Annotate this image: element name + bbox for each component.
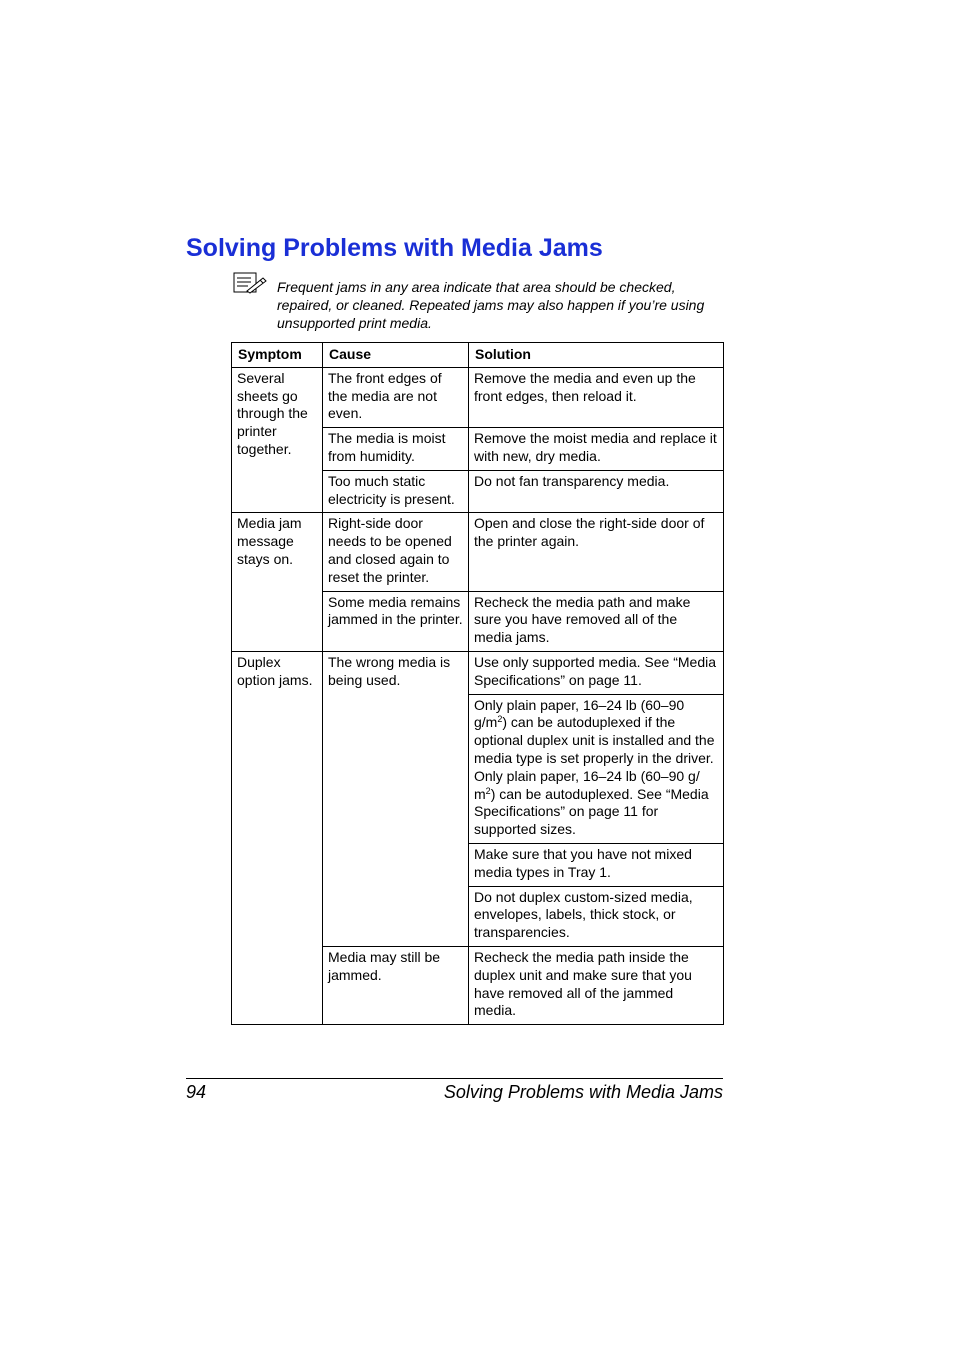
cell-line: from humidity. <box>328 447 415 464</box>
cell-line: and closed again to <box>328 550 450 567</box>
cell-line: supported sizes. <box>474 821 576 838</box>
table-header <box>232 343 724 368</box>
symptom-cell <box>232 367 323 513</box>
cell-line: Recheck the media path and make <box>474 593 691 610</box>
header-symptom: Symptom <box>232 343 323 368</box>
header-cause: Cause <box>323 343 469 368</box>
cell-line: jammed. <box>328 966 382 983</box>
cell-line: transparencies. <box>474 924 570 941</box>
cell-line: Remove the media and even up the <box>474 369 696 386</box>
cell-line: duplex unit and make sure that you <box>474 966 692 983</box>
footer-rule <box>186 1078 723 1079</box>
cell-line: media. <box>474 1002 517 1019</box>
cell-line: Some media remains <box>328 593 461 610</box>
cell-line: media type is set properly in the driver. <box>474 749 714 766</box>
solution-cell <box>469 591 724 651</box>
cell-line: Recheck the media path inside the <box>474 948 689 965</box>
solution-cell <box>469 428 724 471</box>
page-title: Solving Problems with Media Jams <box>186 234 603 262</box>
cell-line: sheets go <box>237 387 298 404</box>
cell-line: Do not duplex custom-sized media, <box>474 888 693 905</box>
cell-line: being used. <box>328 671 401 688</box>
cell-line: media jams. <box>474 629 550 646</box>
cell-line: Open and close the right-side door of <box>474 515 705 532</box>
cell-line: Make sure that you have not mixed <box>474 845 692 862</box>
page-number: 94 <box>186 1082 207 1102</box>
cell-line: $g/m^2$) can be autoduplexed if the <box>474 714 676 731</box>
table-row <box>232 367 724 427</box>
media-jams-table <box>231 342 724 1025</box>
cell-line: sure you have removed all of the <box>474 611 678 628</box>
solution-cell <box>469 367 724 427</box>
cell-line: Several <box>237 369 285 386</box>
cell-line: needs to be opened <box>328 533 452 550</box>
cell-line: have removed all of the jammed <box>474 984 674 1001</box>
solution-cell <box>469 886 724 946</box>
note-line: unsupported print media. <box>277 315 432 331</box>
solution-cell <box>469 946 724 1024</box>
cause-cell <box>323 428 469 471</box>
note-line: Frequent jams in any area indicate that area should be checked, <box>277 279 676 295</box>
cause-cell <box>323 591 469 651</box>
cause-cell <box>323 470 469 513</box>
cell-line: message <box>237 533 294 550</box>
cause-cell <box>323 651 469 946</box>
cause-cell <box>323 946 469 1024</box>
solution-cell <box>469 651 724 694</box>
solution-cell <box>469 513 724 591</box>
cell-line: Duplex <box>237 653 281 670</box>
cell-line: envelopes, labels, thick stock, or <box>474 906 676 923</box>
solution-cell <box>469 470 724 513</box>
cell-line: reset the printer. <box>328 568 430 585</box>
cell-line: together. <box>237 440 292 457</box>
cell-line: Remove the moist media and replace it <box>474 430 717 447</box>
table-row <box>232 651 724 694</box>
solution-cell <box>469 843 724 886</box>
cell-line: $m^2$) can be autoduplexed. See “Media <box>474 785 709 802</box>
table-body <box>232 367 724 1024</box>
table-row <box>232 513 724 591</box>
symptom-cell <box>232 651 323 1024</box>
cell-line: front edges, then reload it. <box>474 387 637 404</box>
cell-line: option jams. <box>237 671 313 688</box>
cell-line: the media are not <box>328 387 437 404</box>
note-pencil-icon <box>233 272 269 294</box>
cell-line: The front edges of <box>328 369 442 386</box>
cause-cell <box>323 513 469 591</box>
cell-line: Media jam <box>237 515 302 532</box>
cell-line: optional duplex unit is installed and the <box>474 732 715 749</box>
table-header-row <box>232 343 724 368</box>
cell-line: Specifications” on page 11 for <box>474 803 659 820</box>
cell-line: with new, dry media. <box>474 447 601 464</box>
cell-line: the printer again. <box>474 533 580 550</box>
cell-line: even. <box>328 405 363 422</box>
cell-line: media types in Tray 1. <box>474 863 611 880</box>
cell-line: stays on. <box>237 550 294 567</box>
cell-line: printer <box>237 423 277 440</box>
cause-cell <box>323 367 469 427</box>
note-line: repaired, or cleaned. Repeated jams may also happen if you’re using <box>277 297 705 313</box>
cell-line: jammed in the printer. <box>328 611 463 628</box>
cell-line: Do not fan transparency media. <box>474 472 670 489</box>
cell-line: Only plain paper, 16–24 lb (60–90 <box>474 696 685 713</box>
header-solution: Solution <box>469 343 724 368</box>
cell-line: Specifications” on page 11. <box>474 671 642 688</box>
cell-line: The media is moist <box>328 430 446 447</box>
note-text <box>277 278 725 332</box>
cell-line: Media may still be <box>328 948 441 965</box>
cell-line: Right-side door <box>328 515 423 532</box>
cell-line: Only plain paper, 16–24 lb (60–90 g/ <box>474 767 700 784</box>
running-title: Solving Problems with Media Jams <box>443 1082 723 1102</box>
cell-line: Use only supported media. See “Media <box>474 653 717 670</box>
solution-cell <box>469 694 724 843</box>
cell-line: electricity is present. <box>328 490 455 507</box>
cell-line: Too much static <box>328 472 426 489</box>
symptom-cell <box>232 513 323 652</box>
cell-line: through the <box>237 405 308 422</box>
cell-line: The wrong media is <box>328 653 451 670</box>
